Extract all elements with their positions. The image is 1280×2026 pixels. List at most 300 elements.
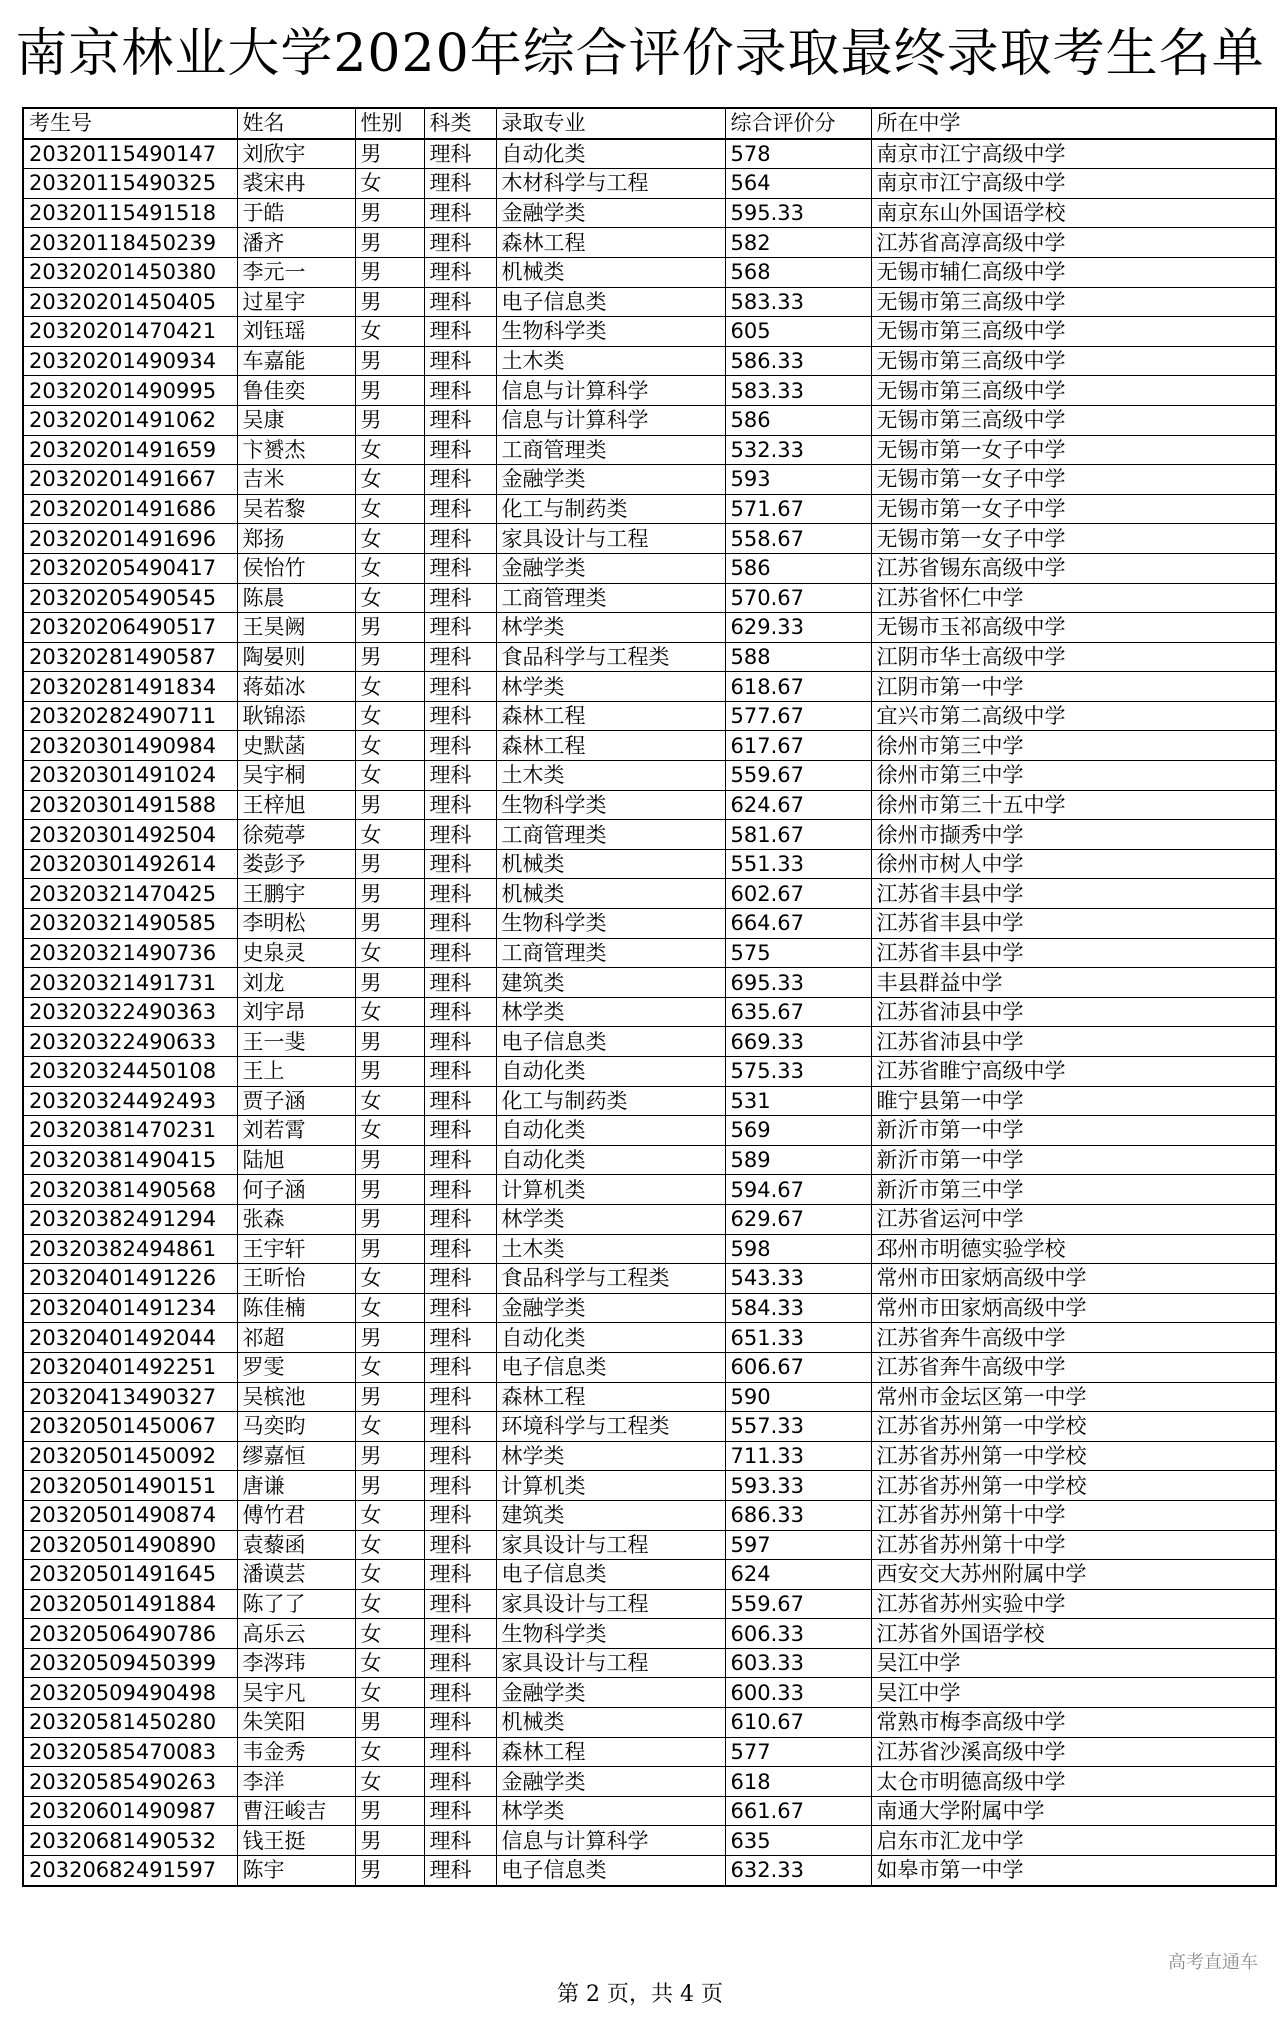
cell-school: 江阴市第一中学 (871, 672, 1276, 702)
table-row (23, 1648, 1276, 1678)
table-row (23, 1234, 1276, 1264)
cell-category: 理科 (424, 376, 496, 406)
cell-major: 食品科学与工程类 (496, 642, 725, 672)
cell-name: 郑扬 (237, 524, 355, 554)
cell-gender: 男 (355, 1708, 424, 1738)
cell-name: 马奕昀 (237, 1412, 355, 1442)
cell-score: 629.33 (725, 613, 871, 643)
cell-major: 电子信息类 (496, 1027, 725, 1057)
cell-major: 金融学类 (496, 465, 725, 495)
cell-school: 无锡市第三高级中学 (871, 405, 1276, 435)
cell-gender: 男 (355, 968, 424, 998)
cell-major: 建筑类 (496, 968, 725, 998)
cell-category: 理科 (424, 790, 496, 820)
cell-name: 张森 (237, 1204, 355, 1234)
cell-category: 理科 (424, 1826, 496, 1856)
cell-major: 自动化类 (496, 139, 725, 169)
cell-name: 吴若黎 (237, 494, 355, 524)
cell-exam-id: 20320501450092 (23, 1441, 237, 1471)
cell-gender: 女 (355, 494, 424, 524)
cell-category: 理科 (424, 524, 496, 554)
cell-school: 常州市金坛区第一中学 (871, 1382, 1276, 1412)
table-row (23, 1175, 1276, 1205)
cell-gender: 男 (355, 1856, 424, 1886)
cell-major: 机械类 (496, 1708, 725, 1738)
table-row (23, 909, 1276, 939)
cell-name: 李明松 (237, 909, 355, 939)
cell-name: 裘宋冉 (237, 169, 355, 199)
cell-exam-id: 20320301491024 (23, 761, 237, 791)
cell-score: 605 (725, 317, 871, 347)
cell-gender: 男 (355, 257, 424, 287)
cell-gender: 男 (355, 1234, 424, 1264)
cell-school: 无锡市第一女子中学 (871, 494, 1276, 524)
cell-category: 理科 (424, 909, 496, 939)
cell-name: 陈宇 (237, 1856, 355, 1886)
cell-gender: 女 (355, 553, 424, 583)
cell-gender: 男 (355, 1145, 424, 1175)
cell-exam-id: 20320401491234 (23, 1293, 237, 1323)
cell-school: 邳州市明德实验学校 (871, 1234, 1276, 1264)
cell-school: 江苏省苏州第一中学校 (871, 1412, 1276, 1442)
table-body (23, 139, 1276, 1886)
cell-category: 理科 (424, 672, 496, 702)
cell-major: 土木类 (496, 346, 725, 376)
cell-score: 635 (725, 1826, 871, 1856)
cell-major: 森林工程 (496, 228, 725, 258)
cell-exam-id: 20320501450067 (23, 1412, 237, 1442)
cell-category: 理科 (424, 761, 496, 791)
cell-category: 理科 (424, 553, 496, 583)
cell-category: 理科 (424, 1057, 496, 1087)
cell-score: 583.33 (725, 376, 871, 406)
cell-name: 吴宇桐 (237, 761, 355, 791)
cell-score: 669.33 (725, 1027, 871, 1057)
cell-score: 606.67 (725, 1352, 871, 1382)
cell-gender: 男 (355, 198, 424, 228)
cell-score: 589 (725, 1145, 871, 1175)
cell-school: 吴江中学 (871, 1678, 1276, 1708)
cell-school: 江苏省外国语学校 (871, 1619, 1276, 1649)
table-row (23, 405, 1276, 435)
cell-score: 582 (725, 228, 871, 258)
cell-school: 江苏省睢宁高级中学 (871, 1057, 1276, 1087)
cell-school: 江苏省苏州实验中学 (871, 1589, 1276, 1619)
table-row (23, 790, 1276, 820)
cell-school: 江苏省苏州第十中学 (871, 1530, 1276, 1560)
cell-category: 理科 (424, 317, 496, 347)
table-row (23, 1264, 1276, 1294)
table-row (23, 1293, 1276, 1323)
cell-name: 耿锦添 (237, 701, 355, 731)
cell-score: 602.67 (725, 879, 871, 909)
cell-category: 理科 (424, 820, 496, 850)
cell-name: 吉米 (237, 465, 355, 495)
cell-major: 自动化类 (496, 1145, 725, 1175)
cell-category: 理科 (424, 701, 496, 731)
cell-gender: 男 (355, 1323, 424, 1353)
cell-category: 理科 (424, 642, 496, 672)
cell-score: 571.67 (725, 494, 871, 524)
cell-score: 624 (725, 1560, 871, 1590)
cell-school: 无锡市第一女子中学 (871, 465, 1276, 495)
cell-exam-id: 20320301492614 (23, 849, 237, 879)
cell-score: 532.33 (725, 435, 871, 465)
cell-exam-id: 20320682491597 (23, 1856, 237, 1886)
cell-score: 531 (725, 1086, 871, 1116)
cell-gender: 女 (355, 1737, 424, 1767)
cell-name: 刘若霄 (237, 1116, 355, 1146)
table-row (23, 1352, 1276, 1382)
cell-name: 傅竹君 (237, 1500, 355, 1530)
cell-school: 如皋市第一中学 (871, 1856, 1276, 1886)
cell-gender: 男 (355, 790, 424, 820)
cell-gender: 男 (355, 376, 424, 406)
cell-category: 理科 (424, 405, 496, 435)
cell-major: 工商管理类 (496, 820, 725, 850)
cell-major: 森林工程 (496, 1737, 725, 1767)
cell-major: 生物科学类 (496, 790, 725, 820)
cell-major: 工商管理类 (496, 583, 725, 613)
table-row (23, 968, 1276, 998)
column-header-name: 姓名 (237, 108, 355, 139)
cell-school: 宜兴市第二高级中学 (871, 701, 1276, 731)
cell-school: 南通大学附属中学 (871, 1796, 1276, 1826)
cell-name: 徐菀葶 (237, 820, 355, 850)
cell-category: 理科 (424, 1352, 496, 1382)
cell-major: 化工与制药类 (496, 494, 725, 524)
cell-major: 食品科学与工程类 (496, 1264, 725, 1294)
table-row (23, 820, 1276, 850)
cell-major: 工商管理类 (496, 435, 725, 465)
cell-category: 理科 (424, 1116, 496, 1146)
cell-school: 江苏省怀仁中学 (871, 583, 1276, 613)
cell-name: 吴槟池 (237, 1382, 355, 1412)
cell-school: 吴江中学 (871, 1648, 1276, 1678)
table-row (23, 228, 1276, 258)
cell-exam-id: 20320205490545 (23, 583, 237, 613)
cell-gender: 女 (355, 731, 424, 761)
cell-score: 575 (725, 938, 871, 968)
cell-score: 586.33 (725, 346, 871, 376)
cell-school: 徐州市撷秀中学 (871, 820, 1276, 850)
table-row (23, 849, 1276, 879)
cell-exam-id: 20320501490890 (23, 1530, 237, 1560)
cell-score: 593 (725, 465, 871, 495)
cell-gender: 女 (355, 583, 424, 613)
cell-name: 娄彭予 (237, 849, 355, 879)
cell-major: 环境科学与工程类 (496, 1412, 725, 1442)
cell-school: 江苏省运河中学 (871, 1204, 1276, 1234)
cell-gender: 男 (355, 405, 424, 435)
cell-exam-id: 20320381470231 (23, 1116, 237, 1146)
cell-name: 朱笑阳 (237, 1708, 355, 1738)
cell-score: 651.33 (725, 1323, 871, 1353)
cell-category: 理科 (424, 1589, 496, 1619)
cell-exam-id: 20320118450239 (23, 228, 237, 258)
cell-school: 徐州市第三中学 (871, 731, 1276, 761)
cell-score: 597 (725, 1530, 871, 1560)
cell-category: 理科 (424, 1678, 496, 1708)
cell-gender: 男 (355, 1204, 424, 1234)
cell-major: 金融学类 (496, 1678, 725, 1708)
cell-category: 理科 (424, 494, 496, 524)
cell-school: 江苏省奔牛高级中学 (871, 1323, 1276, 1353)
cell-major: 家具设计与工程 (496, 524, 725, 554)
table-row (23, 553, 1276, 583)
cell-gender: 女 (355, 1412, 424, 1442)
cell-score: 578 (725, 139, 871, 169)
cell-gender: 女 (355, 317, 424, 347)
cell-category: 理科 (424, 228, 496, 258)
cell-exam-id: 20320206490517 (23, 613, 237, 643)
cell-major: 林学类 (496, 672, 725, 702)
cell-gender: 女 (355, 761, 424, 791)
cell-school: 无锡市第一女子中学 (871, 524, 1276, 554)
cell-category: 理科 (424, 1856, 496, 1886)
cell-exam-id: 20320509450399 (23, 1648, 237, 1678)
cell-category: 理科 (424, 1619, 496, 1649)
table-row (23, 346, 1276, 376)
cell-score: 632.33 (725, 1856, 871, 1886)
cell-school: 睢宁县第一中学 (871, 1086, 1276, 1116)
cell-gender: 女 (355, 1648, 424, 1678)
column-header-gender: 性别 (355, 108, 424, 139)
cell-major: 家具设计与工程 (496, 1530, 725, 1560)
cell-school: 常熟市梅李高级中学 (871, 1708, 1276, 1738)
cell-name: 刘宇昂 (237, 997, 355, 1027)
cell-school: 江苏省苏州第十中学 (871, 1500, 1276, 1530)
cell-exam-id: 20320201470421 (23, 317, 237, 347)
table-row (23, 1856, 1276, 1886)
table-row (23, 1382, 1276, 1412)
column-header-exam-id: 考生号 (23, 108, 237, 139)
cell-major: 自动化类 (496, 1323, 725, 1353)
cell-exam-id: 20320501491884 (23, 1589, 237, 1619)
cell-major: 木材科学与工程 (496, 169, 725, 199)
cell-name: 王一斐 (237, 1027, 355, 1057)
table-row (23, 317, 1276, 347)
cell-category: 理科 (424, 198, 496, 228)
cell-major: 土木类 (496, 1234, 725, 1264)
cell-school: 徐州市树人中学 (871, 849, 1276, 879)
cell-school: 无锡市第三高级中学 (871, 376, 1276, 406)
cell-major: 金融学类 (496, 1293, 725, 1323)
cell-name: 刘龙 (237, 968, 355, 998)
cell-name: 刘欣宇 (237, 139, 355, 169)
cell-category: 理科 (424, 435, 496, 465)
cell-category: 理科 (424, 1234, 496, 1264)
cell-major: 森林工程 (496, 1382, 725, 1412)
table-row (23, 1826, 1276, 1856)
cell-exam-id: 20320506490786 (23, 1619, 237, 1649)
cell-gender: 女 (355, 1116, 424, 1146)
cell-school: 徐州市第三十五中学 (871, 790, 1276, 820)
table-row (23, 1530, 1276, 1560)
cell-name: 陶晏则 (237, 642, 355, 672)
cell-score: 569 (725, 1116, 871, 1146)
cell-major: 信息与计算科学 (496, 405, 725, 435)
cell-score: 551.33 (725, 849, 871, 879)
cell-major: 电子信息类 (496, 1856, 725, 1886)
cell-score: 588 (725, 642, 871, 672)
cell-major: 信息与计算科学 (496, 1826, 725, 1856)
cell-category: 理科 (424, 1086, 496, 1116)
cell-exam-id: 20320322490633 (23, 1027, 237, 1057)
cell-exam-id: 20320115491518 (23, 198, 237, 228)
cell-gender: 女 (355, 435, 424, 465)
cell-major: 计算机类 (496, 1471, 725, 1501)
cell-gender: 女 (355, 1264, 424, 1294)
cell-school: 江苏省苏州第一中学校 (871, 1441, 1276, 1471)
table-row (23, 642, 1276, 672)
table-row (23, 1412, 1276, 1442)
cell-exam-id: 20320601490987 (23, 1796, 237, 1826)
cell-exam-id: 20320401492044 (23, 1323, 237, 1353)
cell-exam-id: 20320401491226 (23, 1264, 237, 1294)
cell-score: 575.33 (725, 1057, 871, 1087)
cell-gender: 男 (355, 1441, 424, 1471)
cell-name: 陈佳楠 (237, 1293, 355, 1323)
admission-roster-table (22, 107, 1277, 1887)
cell-name: 陈晨 (237, 583, 355, 613)
cell-score: 584.33 (725, 1293, 871, 1323)
cell-gender: 男 (355, 1382, 424, 1412)
cell-name: 王昊阙 (237, 613, 355, 643)
table-row (23, 731, 1276, 761)
cell-name: 罗雯 (237, 1352, 355, 1382)
cell-gender: 男 (355, 1057, 424, 1087)
cell-score: 606.33 (725, 1619, 871, 1649)
cell-school: 西安交大苏州附属中学 (871, 1560, 1276, 1590)
table-row (23, 1737, 1276, 1767)
cell-gender: 女 (355, 1589, 424, 1619)
watermark-text: 高考直通车 (1168, 1952, 1258, 1973)
cell-category: 理科 (424, 1471, 496, 1501)
cell-exam-id: 20320585470083 (23, 1737, 237, 1767)
table-row (23, 1116, 1276, 1146)
cell-exam-id: 20320201490934 (23, 346, 237, 376)
cell-score: 559.67 (725, 1589, 871, 1619)
cell-major: 金融学类 (496, 1767, 725, 1797)
cell-name: 侯怡竹 (237, 553, 355, 583)
table-header-row (23, 108, 1276, 139)
cell-exam-id: 20320201491062 (23, 405, 237, 435)
cell-category: 理科 (424, 1796, 496, 1826)
cell-exam-id: 20320282490711 (23, 701, 237, 731)
table-row (23, 1560, 1276, 1590)
cell-name: 吴宇凡 (237, 1678, 355, 1708)
cell-score: 594.67 (725, 1175, 871, 1205)
cell-score: 624.67 (725, 790, 871, 820)
cell-gender: 女 (355, 1619, 424, 1649)
cell-category: 理科 (424, 1145, 496, 1175)
cell-score: 695.33 (725, 968, 871, 998)
cell-exam-id: 20320301490984 (23, 731, 237, 761)
cell-exam-id: 20320681490532 (23, 1826, 237, 1856)
cell-score: 559.67 (725, 761, 871, 791)
cell-school: 丰县群益中学 (871, 968, 1276, 998)
cell-exam-id: 20320201450380 (23, 257, 237, 287)
cell-category: 理科 (424, 583, 496, 613)
page-title: 南京林业大学2020年综合评价录取最终录取考生名单 (15, 24, 1265, 84)
cell-major: 计算机类 (496, 1175, 725, 1205)
cell-category: 理科 (424, 849, 496, 879)
cell-exam-id: 20320201491686 (23, 494, 237, 524)
table-row (23, 1204, 1276, 1234)
cell-gender: 男 (355, 1027, 424, 1057)
cell-school: 江苏省锡东高级中学 (871, 553, 1276, 583)
cell-exam-id: 20320201491696 (23, 524, 237, 554)
table-row (23, 701, 1276, 731)
cell-score: 661.67 (725, 1796, 871, 1826)
table-row (23, 1589, 1276, 1619)
table-row (23, 287, 1276, 317)
cell-score: 593.33 (725, 1471, 871, 1501)
cell-gender: 男 (355, 1826, 424, 1856)
cell-exam-id: 20320501491645 (23, 1560, 237, 1590)
cell-gender: 男 (355, 1175, 424, 1205)
cell-gender: 男 (355, 287, 424, 317)
cell-school: 江苏省沛县中学 (871, 1027, 1276, 1057)
cell-category: 理科 (424, 346, 496, 376)
table-row (23, 1619, 1276, 1649)
cell-major: 生物科学类 (496, 317, 725, 347)
cell-school: 江苏省沛县中学 (871, 997, 1276, 1027)
table-row (23, 1471, 1276, 1501)
table-row (23, 1057, 1276, 1087)
cell-major: 家具设计与工程 (496, 1589, 725, 1619)
cell-exam-id: 20320201450405 (23, 287, 237, 317)
cell-category: 理科 (424, 1530, 496, 1560)
cell-exam-id: 20320301492504 (23, 820, 237, 850)
cell-category: 理科 (424, 968, 496, 998)
cell-gender: 女 (355, 1530, 424, 1560)
cell-category: 理科 (424, 938, 496, 968)
cell-name: 高乐云 (237, 1619, 355, 1649)
cell-gender: 女 (355, 1678, 424, 1708)
cell-name: 何子涵 (237, 1175, 355, 1205)
cell-major: 森林工程 (496, 701, 725, 731)
table-row (23, 435, 1276, 465)
cell-name: 缪嘉恒 (237, 1441, 355, 1471)
cell-category: 理科 (424, 1767, 496, 1797)
cell-major: 信息与计算科学 (496, 376, 725, 406)
cell-major: 电子信息类 (496, 287, 725, 317)
cell-school: 江苏省丰县中学 (871, 909, 1276, 939)
cell-exam-id: 20320201491667 (23, 465, 237, 495)
cell-school: 江阴市华士高级中学 (871, 642, 1276, 672)
cell-score: 610.67 (725, 1708, 871, 1738)
cell-gender: 女 (355, 1086, 424, 1116)
cell-exam-id: 20320382491294 (23, 1204, 237, 1234)
cell-major: 林学类 (496, 1204, 725, 1234)
cell-major: 金融学类 (496, 198, 725, 228)
cell-category: 理科 (424, 613, 496, 643)
cell-score: 618 (725, 1767, 871, 1797)
cell-name: 李洋 (237, 1767, 355, 1797)
cell-name: 李元一 (237, 257, 355, 287)
table-row (23, 494, 1276, 524)
cell-category: 理科 (424, 1412, 496, 1442)
cell-name: 刘钰瑶 (237, 317, 355, 347)
cell-major: 自动化类 (496, 1057, 725, 1087)
table-row (23, 761, 1276, 791)
cell-school: 江苏省丰县中学 (871, 879, 1276, 909)
cell-gender: 男 (355, 909, 424, 939)
cell-gender: 女 (355, 1500, 424, 1530)
cell-exam-id: 20320585490263 (23, 1767, 237, 1797)
